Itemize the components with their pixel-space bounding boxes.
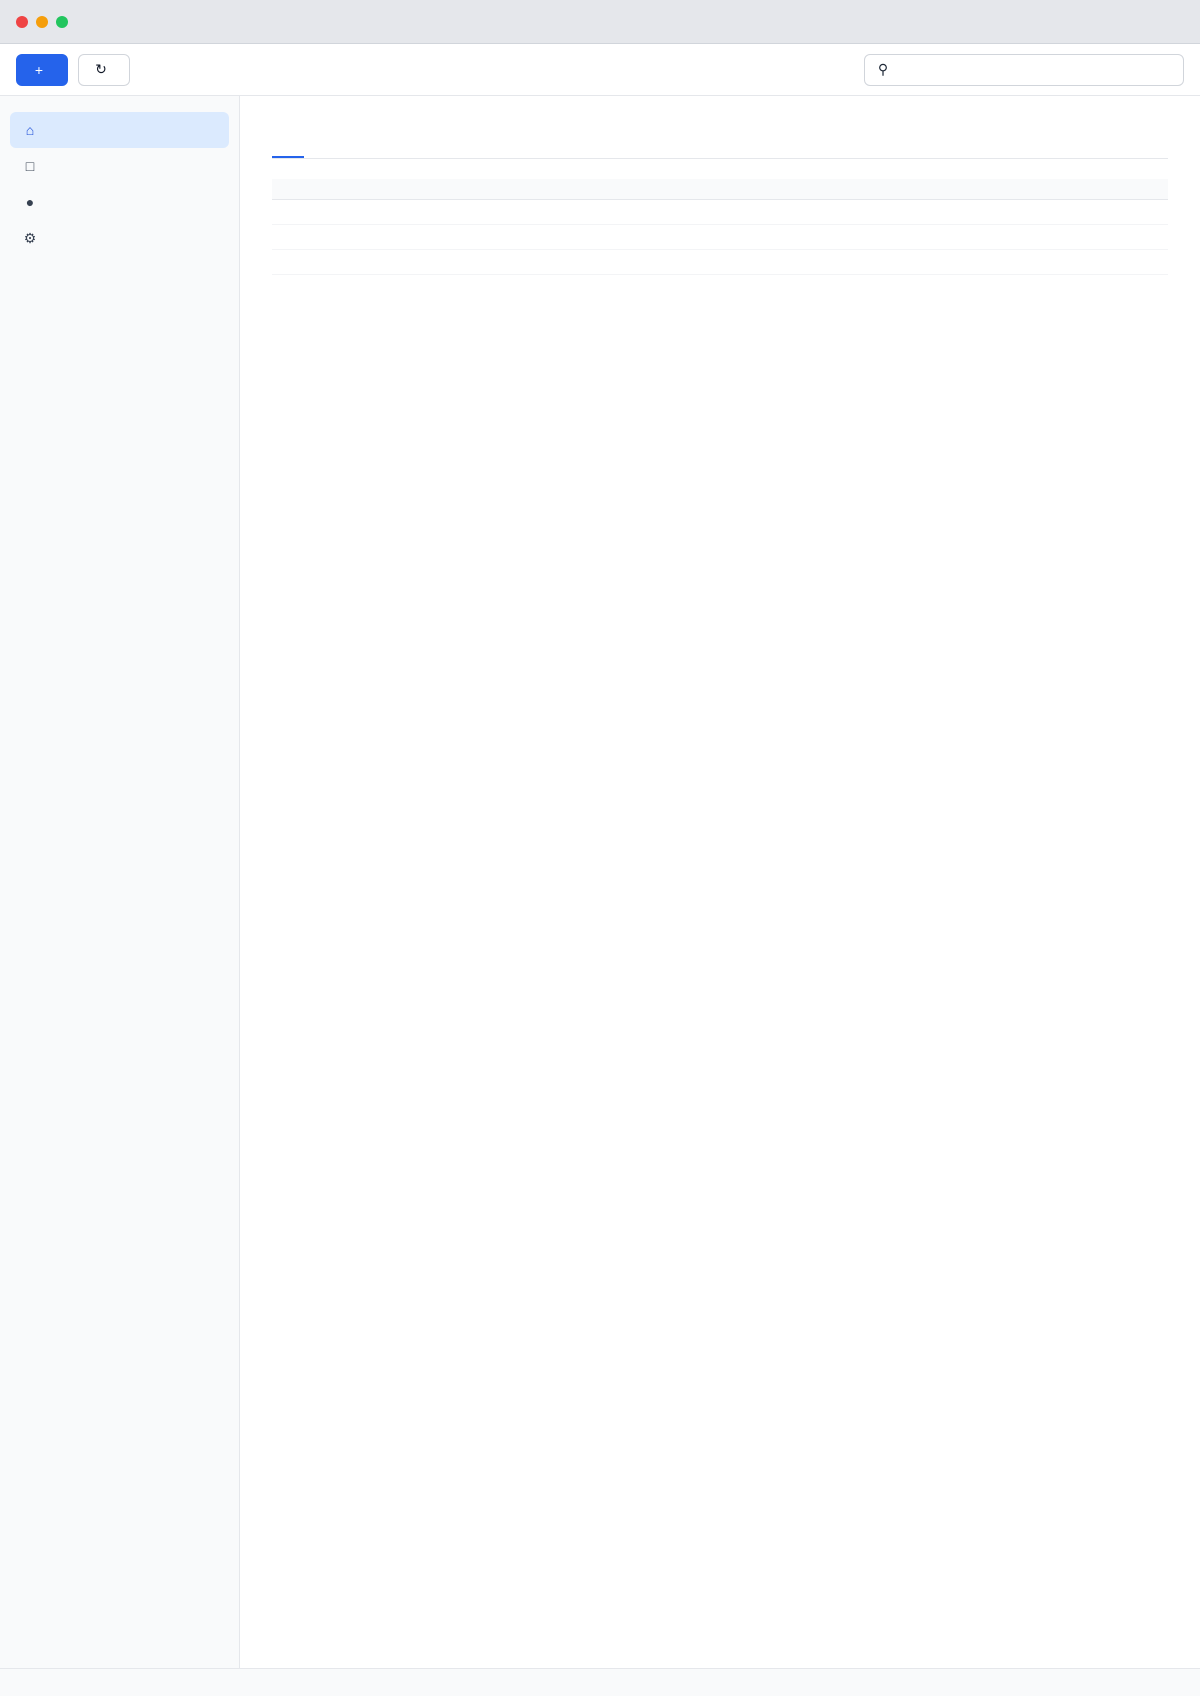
close-window-button[interactable] bbox=[16, 16, 28, 28]
table-cell bbox=[272, 250, 571, 275]
table-cell bbox=[571, 250, 870, 275]
search-box bbox=[864, 54, 1184, 86]
user-icon: ● bbox=[25, 194, 35, 210]
tab-bar bbox=[272, 136, 1168, 159]
search-input[interactable] bbox=[899, 62, 1173, 78]
window-controls bbox=[16, 16, 68, 28]
column-header[interactable] bbox=[272, 179, 571, 200]
plus-icon: + bbox=[34, 61, 44, 78]
table-row[interactable] bbox=[272, 250, 1168, 275]
table-row[interactable] bbox=[272, 225, 1168, 250]
gear-icon: ⚙ bbox=[23, 229, 37, 246]
sidebar-item[interactable] bbox=[10, 184, 229, 220]
toolbar bbox=[0, 44, 1200, 96]
sidebar-item[interactable] bbox=[10, 220, 229, 256]
table-cell bbox=[571, 225, 870, 250]
title-bar bbox=[0, 0, 1200, 44]
search-icon: ⚲ bbox=[877, 61, 889, 77]
status-bar bbox=[0, 1668, 1200, 1696]
refresh-icon: ↻ bbox=[95, 61, 107, 77]
data-table bbox=[272, 179, 1168, 275]
table-cell bbox=[272, 225, 571, 250]
home-icon: ⌂ bbox=[25, 122, 35, 138]
new-button[interactable] bbox=[16, 54, 68, 86]
minimize-window-button[interactable] bbox=[36, 16, 48, 28]
refresh-button[interactable] bbox=[78, 54, 130, 86]
maximize-window-button[interactable] bbox=[56, 16, 68, 28]
sidebar-item[interactable] bbox=[10, 112, 229, 148]
table-row[interactable] bbox=[272, 200, 1168, 225]
table-cell bbox=[869, 200, 1168, 225]
tab[interactable] bbox=[308, 136, 340, 158]
tab[interactable] bbox=[272, 136, 304, 158]
column-header[interactable] bbox=[571, 179, 870, 200]
table-cell bbox=[272, 200, 571, 225]
content-area bbox=[0, 96, 1200, 1668]
column-header[interactable] bbox=[869, 179, 1168, 200]
table-cell bbox=[869, 250, 1168, 275]
table-cell bbox=[869, 225, 1168, 250]
table-header-row bbox=[272, 179, 1168, 200]
sidebar bbox=[0, 96, 240, 1668]
sidebar-item[interactable] bbox=[10, 148, 229, 184]
folder-icon: □ bbox=[25, 158, 35, 174]
main-panel bbox=[240, 96, 1200, 1668]
tab[interactable] bbox=[344, 136, 376, 158]
table-cell bbox=[571, 200, 870, 225]
